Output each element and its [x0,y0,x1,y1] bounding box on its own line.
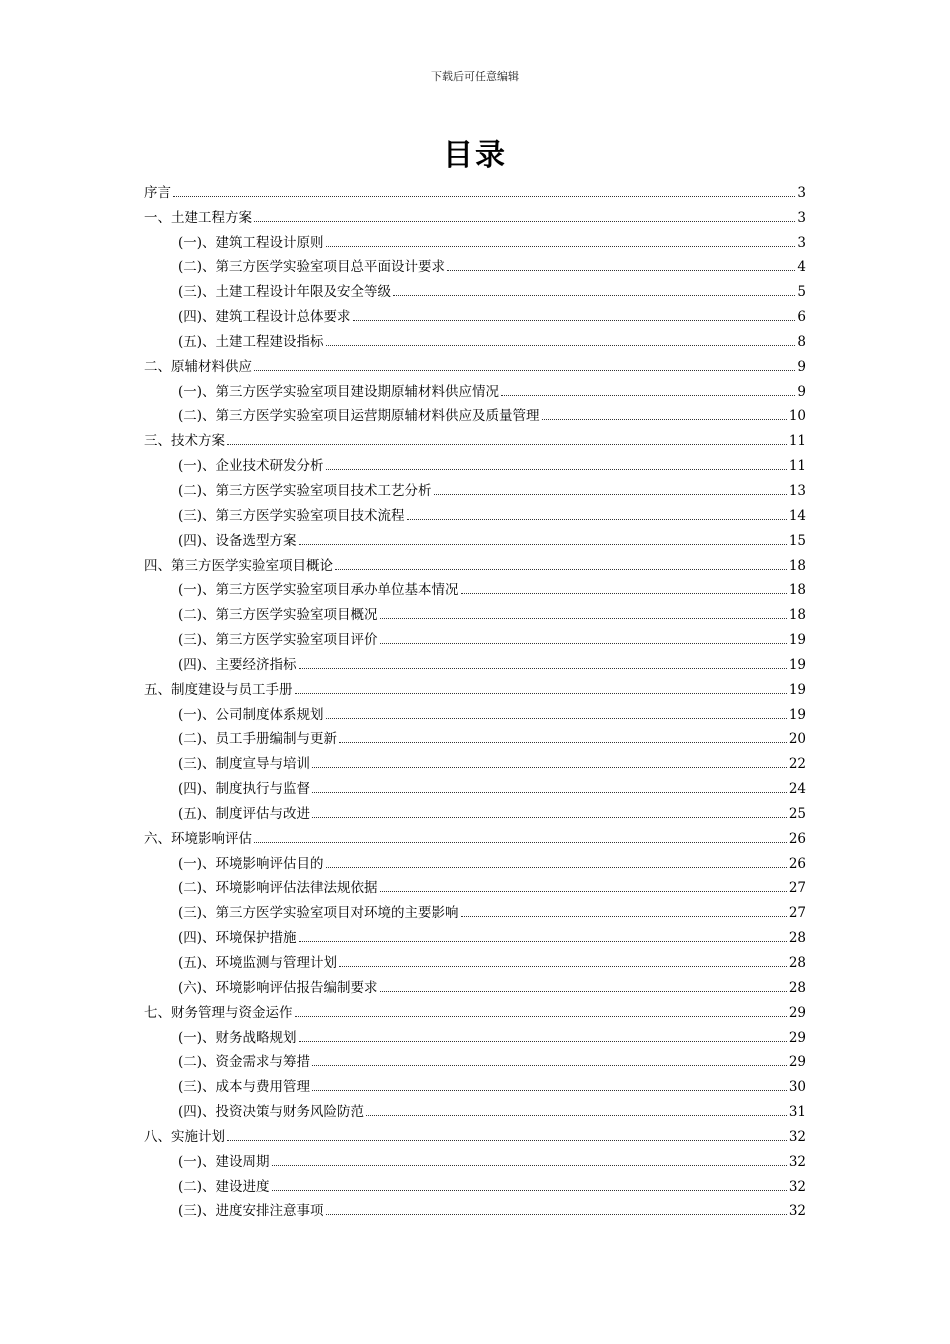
toc-entry-label: (一)、财务战略规划 [178,1029,297,1046]
toc-entry-page-number: 10 [788,408,806,425]
toc-subsection-entry[interactable] [144,1195,806,1220]
toc-subsection-entry[interactable] [144,474,806,499]
toc-dot-leader [326,246,796,247]
toc-dot-leader [312,817,787,818]
toc-dot-leader [461,593,787,594]
toc-entry-page-number: 20 [788,731,806,748]
toc-entry-page-number: 5 [797,284,806,301]
toc-entry-label: (三)、制度宣导与培训 [178,756,311,773]
toc-entry-page-number: 19 [788,656,806,673]
toc-subsection-entry[interactable] [144,946,806,971]
toc-entry-label: 二、原辅材料供应 [144,358,252,375]
toc-dot-leader [461,916,787,917]
toc-dot-leader [380,618,787,619]
toc-entry-label: (一)、建筑工程设计原则 [178,234,324,251]
toc-dot-leader [326,469,787,470]
toc-dot-leader [447,270,795,271]
toc-entry-label: 七、财务管理与资金运作 [144,1004,293,1021]
toc-section-entry[interactable] [144,424,806,449]
toc-subsection-entry[interactable] [144,1021,806,1046]
toc-entry-label: 一、土建工程方案 [144,209,252,226]
toc-entry-label: (一)、企业技术研发分析 [178,458,324,475]
header-note: 下载后可任意编辑 [431,70,519,83]
toc-entry-page-number: 29 [788,1029,806,1046]
toc-dot-leader [299,544,787,545]
toc-entry-label: (一)、建设周期 [178,1153,270,1170]
toc-section-entry[interactable] [144,673,806,698]
toc-entry-label: (一)、第三方医学实验室项目承办单位基本情况 [178,582,459,599]
toc-dot-leader [299,668,787,669]
toc-entry-page-number: 13 [788,482,806,499]
toc-entry-page-number: 32 [788,1128,806,1145]
toc-entry-label: (二)、第三方医学实验室项目技术工艺分析 [178,482,432,499]
toc-entry-page-number: 32 [788,1153,806,1170]
toc-dot-leader [254,221,795,222]
toc-entry-label: (五)、土建工程建设指标 [178,333,324,350]
toc-entry-page-number: 22 [788,756,806,773]
toc-dot-leader [380,891,787,892]
toc-subsection-entry[interactable] [144,375,806,400]
toc-dot-leader [501,395,795,396]
toc-entry-page-number: 27 [788,905,806,922]
toc-entry-label: (一)、环境影响评估目的 [178,855,324,872]
toc-entry-page-number: 4 [797,259,806,276]
toc-dot-leader [299,941,787,942]
toc-entry-label: (一)、公司制度体系规划 [178,706,324,723]
toc-dot-leader [312,1065,787,1066]
toc-section-entry[interactable] [144,822,806,847]
toc-dot-leader [335,569,787,570]
toc-subsection-entry[interactable] [144,1046,806,1071]
toc-entry-label: (四)、设备选型方案 [178,532,297,549]
toc-entry-label: (四)、建筑工程设计总体要求 [178,309,351,326]
toc-dot-leader [272,1190,787,1191]
toc-entry-page-number: 3 [797,184,806,201]
toc-entry-page-number: 24 [788,781,806,798]
toc-section-entry[interactable] [144,1120,806,1145]
toc-subsection-entry[interactable] [144,1070,806,1095]
toc-subsection-entry[interactable] [144,698,806,723]
toc-dot-leader [366,1115,787,1116]
toc-entry-label: (六)、环境影响评估报告编制要求 [178,979,378,996]
toc-subsection-entry[interactable] [144,772,806,797]
toc-subsection-entry[interactable] [144,747,806,772]
toc-dot-leader [227,1140,787,1141]
toc-entry-page-number: 11 [788,458,806,475]
toc-entry-page-number: 26 [788,855,806,872]
toc-entry-page-number: 26 [788,830,806,847]
toc-dot-leader [299,1041,787,1042]
toc-dot-leader [295,1016,787,1017]
toc-entry-label: (四)、制度执行与监督 [178,781,311,798]
toc-section-entry[interactable] [144,176,806,201]
toc-entry-page-number: 11 [788,433,806,450]
toc-entry-label: (三)、成本与费用管理 [178,1079,311,1096]
toc-section-entry[interactable] [144,549,806,574]
toc-dot-leader [434,494,787,495]
toc-subsection-entry[interactable] [144,574,806,599]
page-title: 目录 [443,138,507,173]
toc-dot-leader [173,196,795,197]
toc-entry-label: (三)、土建工程设计年限及安全等级 [178,284,392,301]
toc-entry-label: (二)、第三方医学实验室项目总平面设计要求 [178,259,446,276]
toc-entry-label: (五)、环境监测与管理计划 [178,955,338,971]
toc-entry-page-number: 3 [797,209,806,226]
toc-subsection-entry[interactable] [144,251,806,276]
toc-entry-label: (四)、投资决策与财务风险防范 [178,1104,365,1121]
toc-entry-label: (一)、第三方医学实验室项目建设期原辅材料供应情况 [178,383,500,400]
toc-subsection-entry[interactable] [144,449,806,474]
toc-subsection-entry[interactable] [144,598,806,623]
toc-entry-page-number: 25 [788,805,806,822]
toc-entry-page-number: 19 [788,681,806,698]
toc-dot-leader [393,295,795,296]
toc-entry-label: (五)、制度评估与改进 [178,805,311,822]
toc-entry-label: (二)、第三方医学实验室项目概况 [178,607,378,624]
toc-dot-leader [254,842,787,843]
toc-section-entry[interactable] [144,996,806,1021]
toc-subsection-entry[interactable] [144,1170,806,1195]
toc-entry-page-number: 19 [788,706,806,723]
toc-dot-leader [380,643,787,644]
toc-subsection-entry[interactable] [144,400,806,425]
toc-entry-page-number: 19 [788,632,806,649]
toc-dot-leader [353,320,796,321]
toc-entry-page-number: 18 [788,557,806,574]
toc-section-entry[interactable] [144,350,806,375]
toc-dot-leader [339,742,787,743]
toc-entry-page-number: 32 [788,1178,806,1195]
toc-subsection-entry[interactable] [144,1145,806,1170]
toc-entry-page-number: 18 [788,607,806,624]
toc-entry-label: (三)、第三方医学实验室项目评价 [178,632,378,649]
toc-subsection-entry[interactable] [144,300,806,325]
toc-subsection-entry[interactable] [144,325,806,350]
toc-section-entry[interactable] [144,201,806,226]
toc-dot-leader [380,991,787,992]
toc-entry-label: (二)、环境影响评估法律法规依据 [178,880,378,897]
toc-subsection-entry[interactable] [144,499,806,524]
toc-subsection-entry[interactable] [144,847,806,872]
toc-subsection-entry[interactable] [144,896,806,921]
toc-dot-leader [326,718,787,719]
toc-entry-label: (二)、资金需求与筹措 [178,1054,311,1071]
toc-entry-page-number: 29 [788,1004,806,1021]
toc-entry-label: (二)、建设进度 [178,1178,270,1195]
toc-entry-page-number: 15 [788,532,806,549]
toc-entry-page-number: 29 [788,1054,806,1071]
toc-dot-leader [407,519,787,520]
toc-dot-leader [254,370,795,371]
toc-subsection-entry[interactable] [144,226,806,251]
toc-subsection-entry[interactable] [144,275,806,300]
toc-subsection-entry[interactable] [144,723,806,748]
toc-entry-label: 序言 [144,184,171,201]
toc-entry-page-number: 28 [788,955,806,971]
toc-dot-leader [542,419,787,420]
toc-entry-label: (三)、进度安排注意事项 [178,1203,324,1220]
toc-entry-page-number: 32 [788,1203,806,1220]
toc-entry-page-number: 30 [788,1079,806,1096]
toc-dot-leader [312,767,787,768]
toc-subsection-entry[interactable] [144,1095,806,1120]
toc-entry-label: (二)、员工手册编制与更新 [178,731,338,748]
toc-entry-label: 四、第三方医学实验室项目概论 [144,557,333,574]
toc-entry-page-number: 28 [788,930,806,947]
toc-entry-page-number: 8 [797,333,806,350]
toc-entry-label: (四)、环境保护措施 [178,930,297,947]
toc-dot-leader [312,792,787,793]
toc-dot-leader [295,693,787,694]
table-of-contents [144,176,806,1219]
toc-dot-leader [312,1090,787,1091]
toc-subsection-entry[interactable] [144,797,806,822]
toc-dot-leader [227,444,787,445]
toc-subsection-entry[interactable] [144,921,806,946]
toc-entry-label: 五、制度建设与员工手册 [144,681,293,698]
toc-entry-label: (二)、第三方医学实验室项目运营期原辅材料供应及质量管理 [178,408,540,425]
toc-entry-page-number: 14 [788,507,806,524]
toc-entry-label: (三)、第三方医学实验室项目对环境的主要影响 [178,905,459,922]
toc-entry-label: (四)、主要经济指标 [178,656,297,673]
toc-entry-page-number: 3 [797,234,806,251]
toc-entry-page-number: 28 [788,979,806,996]
toc-subsection-entry[interactable] [144,524,806,549]
toc-subsection-entry[interactable] [144,872,806,897]
toc-dot-leader [272,1165,787,1166]
toc-entry-label: 三、技术方案 [144,433,225,450]
toc-dot-leader [339,966,787,967]
toc-entry-label: 八、实施计划 [144,1128,225,1145]
toc-entry-label: (三)、第三方医学实验室项目技术流程 [178,507,405,524]
toc-entry-page-number: 9 [797,358,806,375]
toc-dot-leader [326,1214,787,1215]
toc-entry-page-number: 18 [788,582,806,599]
toc-dot-leader [326,867,787,868]
toc-subsection-entry[interactable] [144,971,806,996]
toc-dot-leader [326,345,796,346]
toc-entry-page-number: 31 [788,1104,806,1121]
toc-entry-label: 六、环境影响评估 [144,830,252,847]
toc-entry-page-number: 6 [797,309,806,326]
toc-entry-page-number: 27 [788,880,806,897]
toc-subsection-entry[interactable] [144,648,806,673]
toc-entry-page-number: 9 [797,383,806,400]
toc-subsection-entry[interactable] [144,623,806,648]
